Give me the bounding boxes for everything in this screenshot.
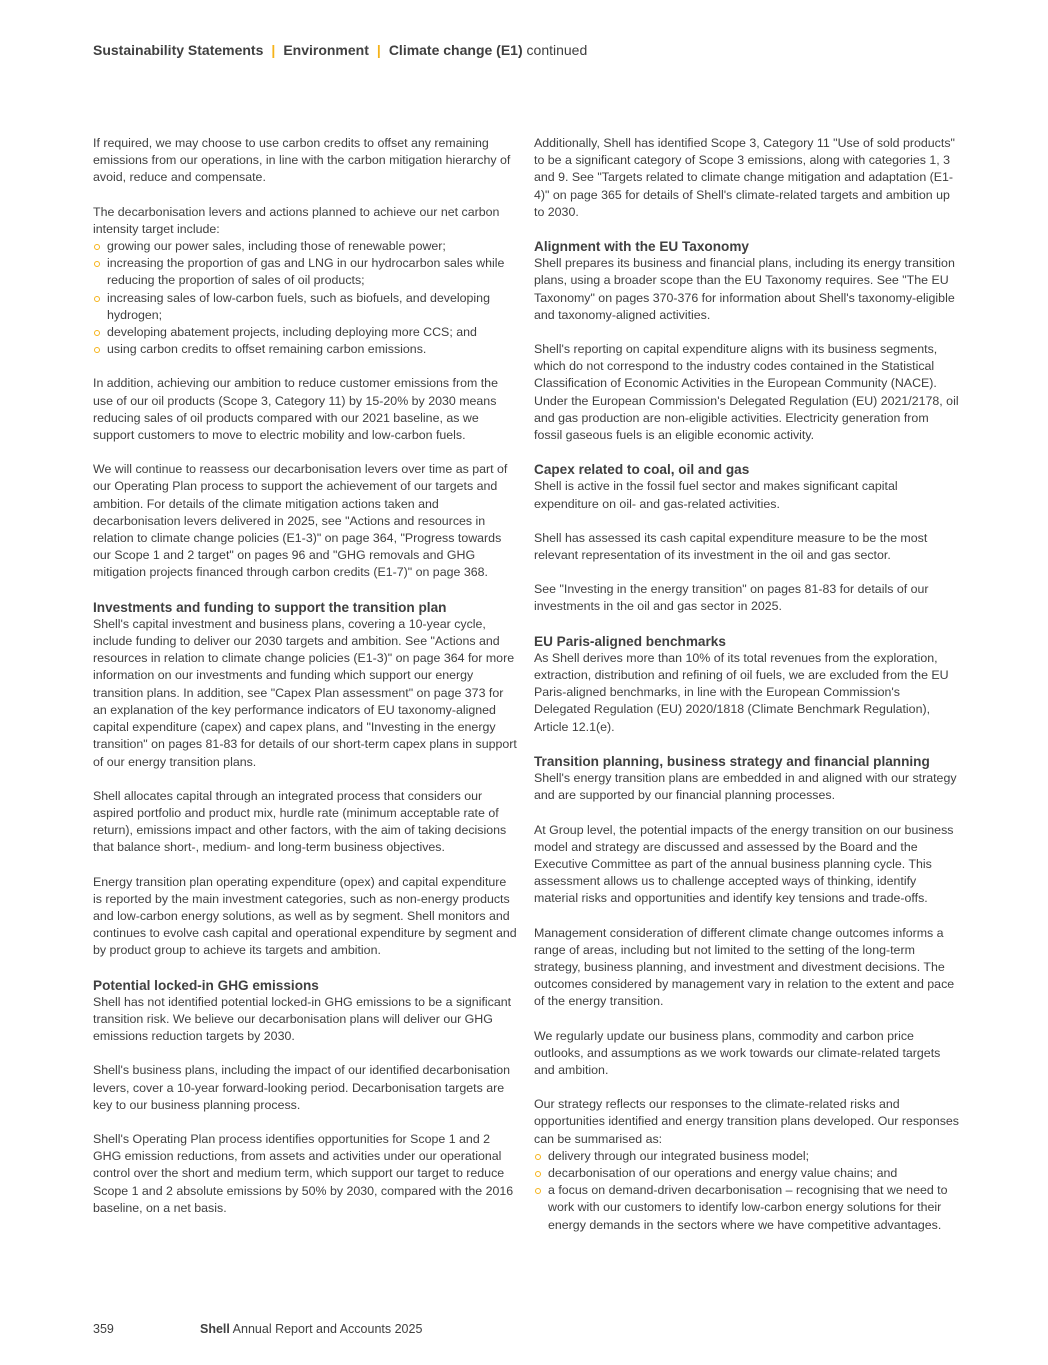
paragraph: We regularly update our business plans, commodity and carbon price outlooks, and assumptions as we work towards our climate-related targets and ambition. xyxy=(534,1028,941,1077)
page-header xyxy=(93,42,587,58)
paragraph: In addition, achieving our ambition to reduce customer emissions from the use of our oil products (Scope 3, Category 11) by 15-20% by 2030 means reducing sales of oil products compared with our 2021 baseline, as we support customers to move to electric mobility and low-carbon fuels. xyxy=(93,376,498,443)
paragraph: Shell has not identified potential locked-in GHG emissions to be a significant transition risk. We believe our decarbonisation plans will deliver our GHG emissions reduction targets by 2030. xyxy=(93,994,512,1044)
section-heading-locked-in: Potential locked-in GHG emissions xyxy=(93,977,319,993)
paragraph: Additionally, Shell has identified Scope 3, Category 11 "Use of sold products" to be a significant category of Scope 3 emissions, along with categories 1, 3 and 9. See "Targets related to climate change mitigation and adaptation (E1-4)" on page 365 for details of Shell's climate-related targets and ambition up to 2030. xyxy=(534,136,955,219)
right-column xyxy=(534,135,959,1251)
paragraph: Shell's capital investment and business plans, covering a 10-year cycle, include funding to deliver our 2030 targets and ambition. See "Actions and resources in relation to climate change policies (E1-3)" on page 364 for more information on our investments and funding which support our energy transition plans. In addition, see "Capex Plan assessment" on page 373 for an explanation of the key performance indicators of EU taxonomy-aligned capital expenditure (capex) and capex plans, and "Investing in the energy transition" on pages 81-83 for details of our short-term capex plans in support of our energy transition plans. xyxy=(93,616,517,769)
section-heading-transition: Transition planning, business strategy and financial planning xyxy=(534,753,930,769)
breadcrumb-separator: | xyxy=(271,42,276,58)
left-column xyxy=(93,135,518,1234)
page-number: 359 xyxy=(93,1322,114,1336)
paragraph: Shell allocates capital through an integrated process that considers our aspired portfolio and product mix, hurdle rate (minimum acceptable rate of return), emissions impact and other factors, with the aim of taking decisions that balance short-, medium- and long-term business objectives. xyxy=(93,788,507,855)
paragraph: If required, we may choose to use carbon credits to offset any remaining emissions from our operations, in line with the carbon mitigation hierarchy of avoid, reduce and compensate. xyxy=(93,136,511,185)
paragraph: Shell prepares its business and financial plans, including its energy transition plans, using a broader scope than the EU Taxonomy requires. See "The EU Taxonomy" on pages 370-376 for information about Shell's taxonomy-eligible and taxonomy-aligned activities. xyxy=(534,256,955,322)
list-item: increasing sales of low-carbon fuels, such as biofuels, and developing hydrogen; xyxy=(93,290,518,324)
breadcrumb-separator: | xyxy=(376,42,381,58)
section-heading-capex: Capex related to coal, oil and gas xyxy=(534,462,750,478)
paragraph: See "Investing in the energy transition" on pages 81-83 for details of our investments in the oil and gas sector in 2025. xyxy=(534,582,929,614)
paragraph: Shell is active in the fossil fuel sector and makes significant capital expenditure on oil- and gas-related activities. xyxy=(534,479,898,511)
paragraph: Our strategy reflects our responses to the climate-related risks and opportunities identified and energy transition plans developed. Our responses can be summarised as: xyxy=(534,1097,959,1146)
section-heading-paris: EU Paris-aligned benchmarks xyxy=(534,633,726,649)
paragraph: Shell's reporting on capital expenditure aligns with its business segments, which do not correspond to the industry codes contained in the Statistical Classification of Economic Activities in the European Community (NACE). Under the European Commission's Delegated Regulation (EU) 2021/2178, oil and gas production are non-eligible activities. Electricity generation from fossil gaseous fuels is an eligible economic activity. xyxy=(534,342,959,443)
paragraph: Shell's Operating Plan process identifies opportunities for Scope 1 and 2 GHG emission reductions, from assets and activities under our operational control over the short and medium term, which support our target to reduce Scope 1 and 2 absolute emissions by 50% by 2030, compared with the 2016 baseline, on a net basis. xyxy=(93,1131,514,1215)
paragraph: Shell has assessed its cash capital expenditure measure to be the most relevant representation of its investment in the oil and gas sector. xyxy=(534,530,928,563)
list-item: increasing the proportion of gas and LNG in our hydrocarbon sales while reducing the proportion of sales of oil products; xyxy=(93,255,518,289)
paragraph: Management consideration of different climate change outcomes informs a range of areas, including but not limited to the setting of the long-term strategy, business planning, and investment and divestment decisions. The outcomes considered by management vary in relation to the extent and pace of the energy transition. xyxy=(534,925,955,1009)
paragraph: The decarbonisation levers and actions planned to achieve our net carbon intensity target include: xyxy=(93,204,500,236)
report-title: Annual Report and Accounts 2025 xyxy=(232,1322,423,1336)
breadcrumb-climate-change: Climate change (E1) xyxy=(388,42,523,58)
list-item: using carbon credits to offset remaining carbon emissions. xyxy=(93,341,518,358)
section-heading-taxonomy: Alignment with the EU Taxonomy xyxy=(534,239,749,255)
paragraph: Shell's energy transition plans are embedded in and aligned with our strategy and are supported by our financial planning processes. xyxy=(534,771,957,803)
continued-label: continued xyxy=(526,42,588,58)
list-item: developing abatement projects, including deploying more CCS; and xyxy=(93,324,518,341)
paragraph: Energy transition plan operating expenditure (opex) and capital expenditure is reported by the main investment categories, such as non-energy products and low-carbon energy solutions, as well as by segment. Shell monitors and continues to evolve cash capital and operational expenditure by segment and by product group to achieve its targets and ambition. xyxy=(93,874,517,958)
list-item: decarbonisation of our operations and energy value chains; and xyxy=(534,1165,959,1182)
page-footer xyxy=(93,1322,422,1336)
responses-list xyxy=(534,1148,959,1234)
brand-name: Shell xyxy=(200,1322,230,1336)
paragraph: As Shell derives more than 10% of its total revenues from the exploration, extraction, distribution and refining of oil fuels, we are excluded from the EU Paris-aligned benchmarks, in line with the European Commission's Delegated Regulation (EU) 2020/1818 (Climate Benchmark Regulation), Article 12.1(e). xyxy=(534,650,949,734)
section-heading-investments: Investments and funding to support the transition plan xyxy=(93,599,447,615)
paragraph: We will continue to reassess our decarbonisation levers over time as part of our Operating Plan process to support the achievement of our targets and ambition. For details of the climate mitigation actions taken and decarbonisation levers delivered in 2025, see "Actions and resources in relation to climate change policies (E1-3)" on page 364, "Progress towards our Scope 1 and 2 target" on pages 96 and "GHG removals and GHG mitigation projects financed through carbon credits (E1-7)" on page 368. xyxy=(93,462,508,580)
breadcrumb-sustainability: Sustainability Statements xyxy=(93,42,264,58)
decarbonisation-levers-list xyxy=(93,238,518,358)
paragraph: Shell's business plans, including the impact of our identified decarbonisation levers, cover a 10-year forward-looking period. Decarbonisation targets are key to our business planning process. xyxy=(93,1063,511,1112)
list-item: a focus on demand-driven decarbonisation – recognising that we need to work with our customers to identify low-carbon energy solutions for their energy demands in the sectors where we have competitive advantages. xyxy=(534,1182,959,1234)
paragraph: At Group level, the potential impacts of the energy transition on our business model and strategy are discussed and assessed by the Board and the Executive Committee as part of the annual business planning cycle. This assessment allows us to challenge accepted ways of thinking, identify material risks and opportunities and identify key tensions and trade-offs. xyxy=(534,822,954,906)
list-item: delivery through our integrated business model; xyxy=(534,1148,959,1165)
breadcrumb-environment: Environment xyxy=(283,42,369,58)
list-item: growing our power sales, including those of renewable power; xyxy=(93,238,518,255)
